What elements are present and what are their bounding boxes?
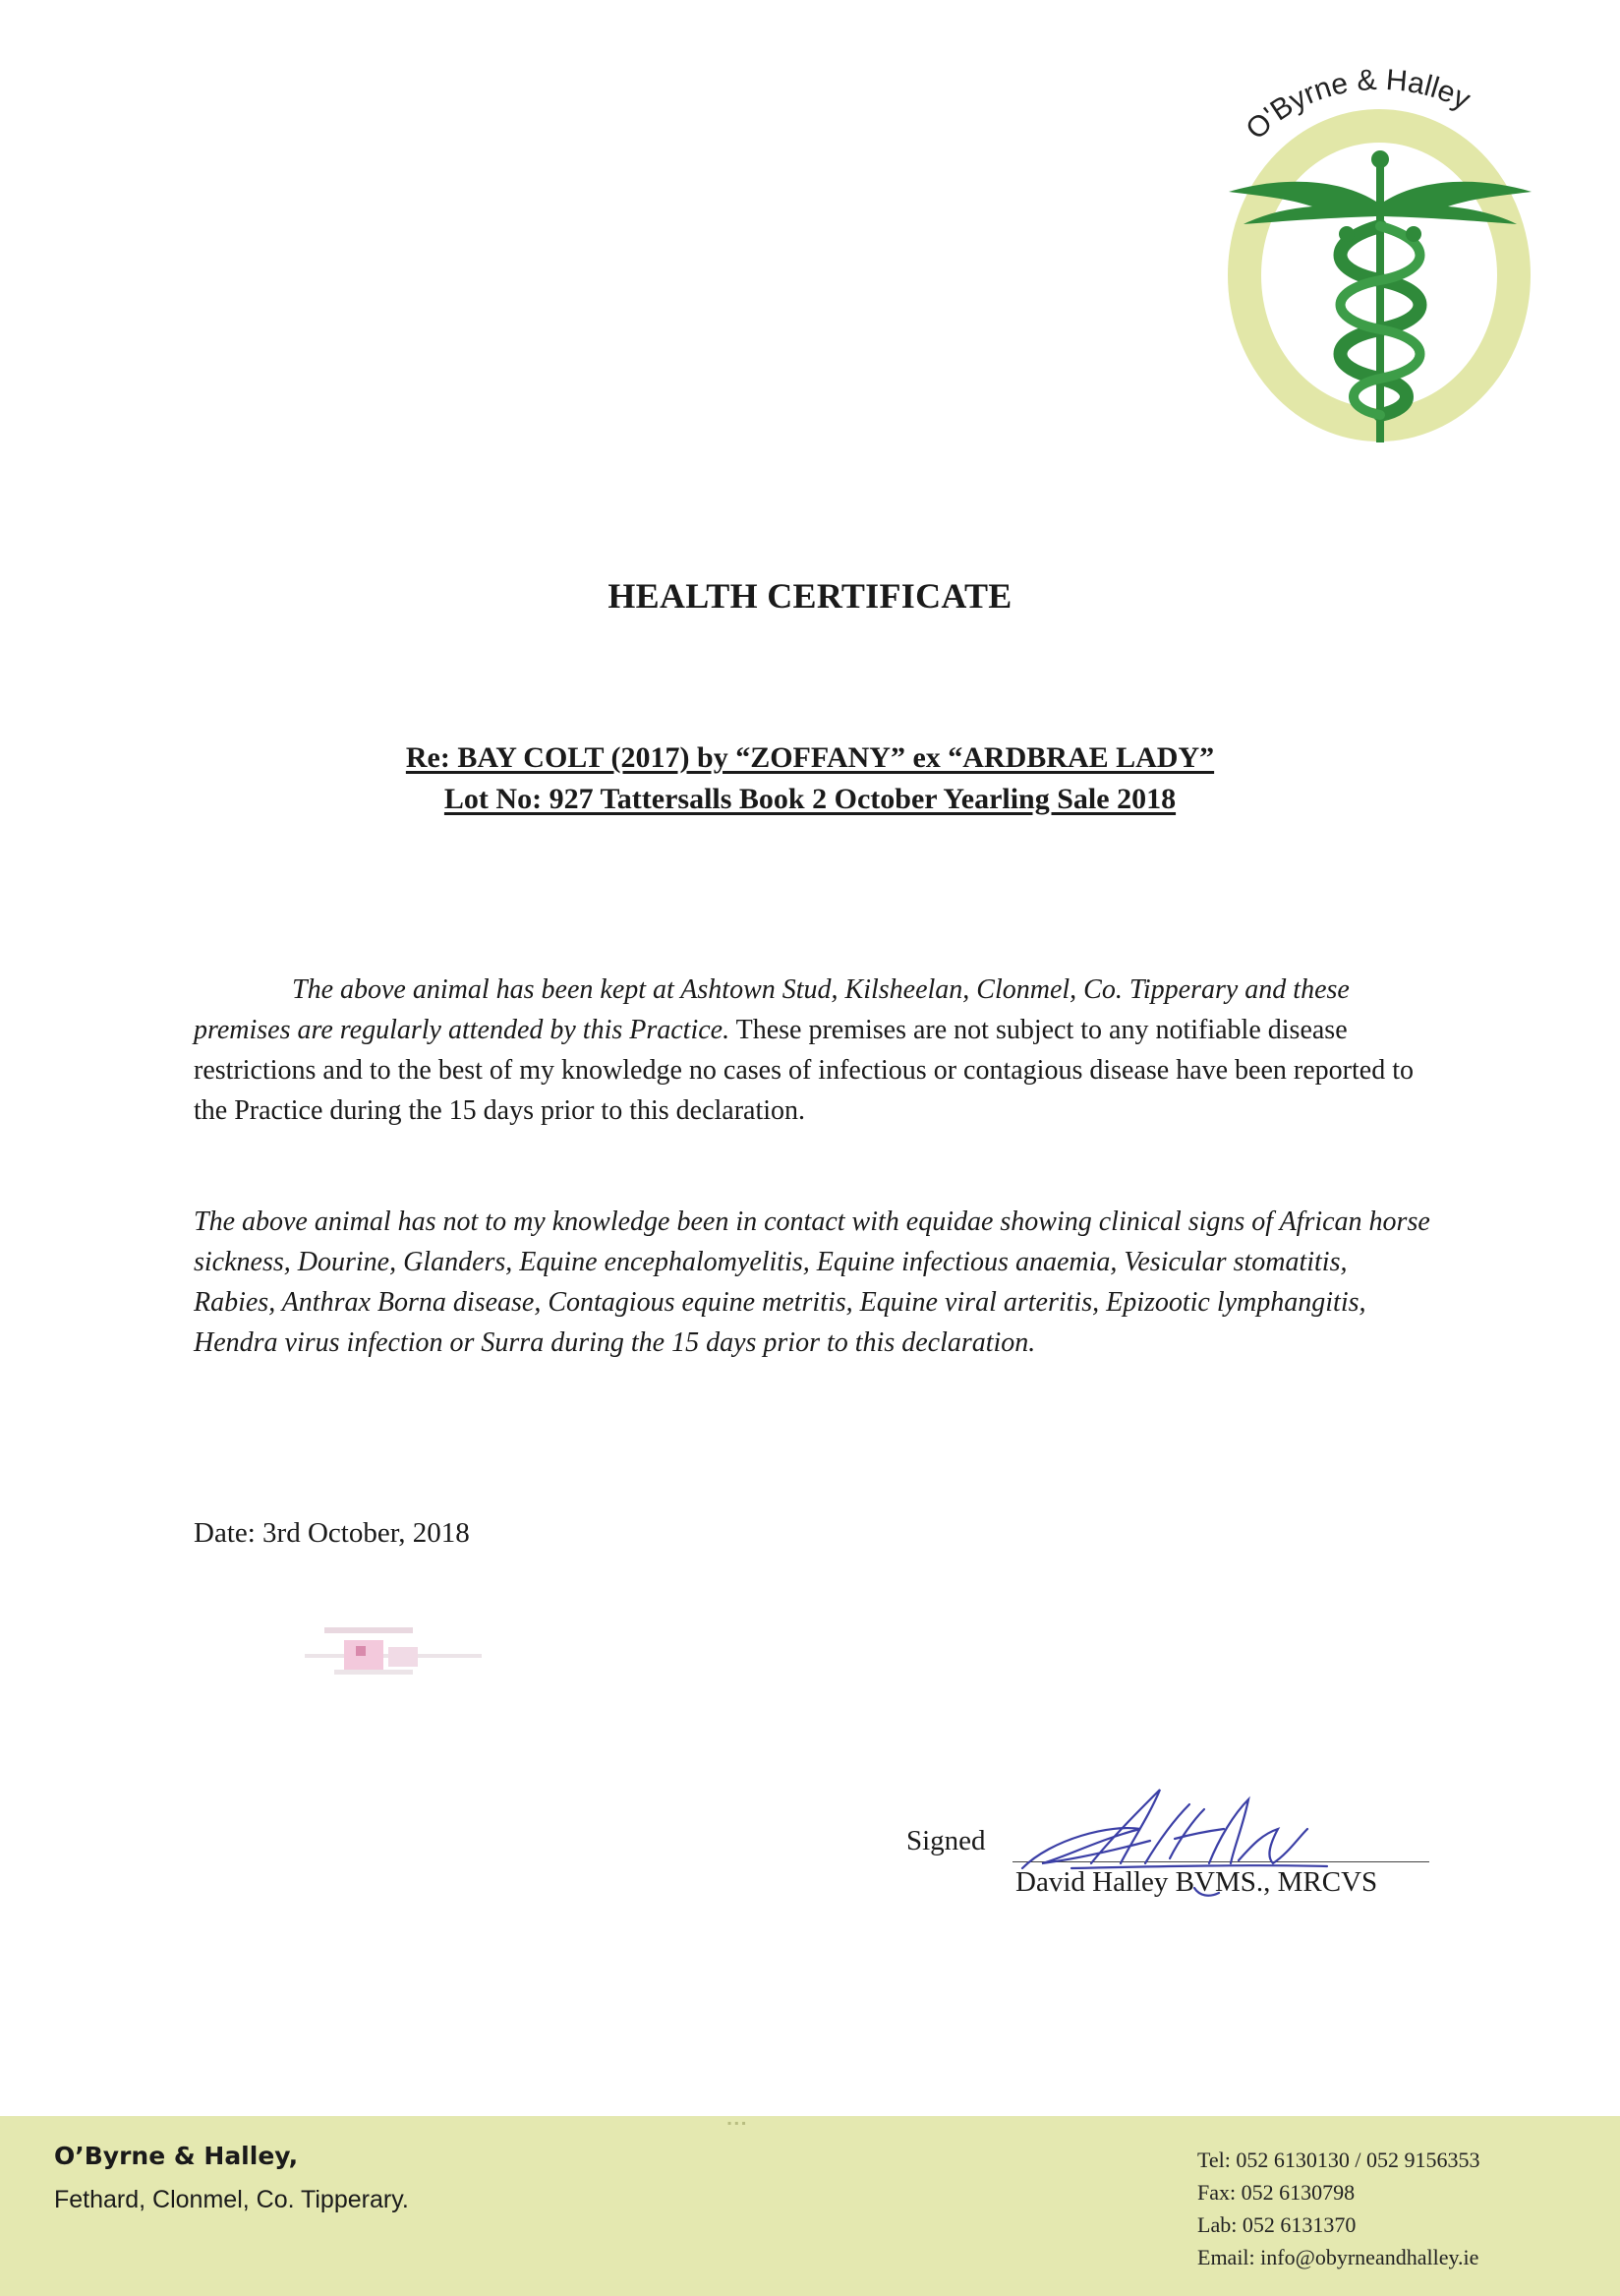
footer-address: Fethard, Clonmel, Co. Tipperary. bbox=[54, 2186, 409, 2213]
caduceus-icon bbox=[1229, 150, 1532, 442]
logo-text: O'Byrne & Halley bbox=[1240, 69, 1475, 147]
footer-email[interactable]: Email: info@obyrneandhalley.ie bbox=[1197, 2245, 1479, 2269]
practice-logo bbox=[1219, 69, 1543, 452]
lot-line: Lot No: 927 Tattersalls Book 2 October Yearling Sale 2018 bbox=[443, 783, 1177, 815]
subject-line: Re: BAY COLT (2017) by “ZOFFANY” ex “ARDBRAE LADY” bbox=[405, 741, 1215, 774]
premises-italic-text: The above animal has been kept at Ashtown Stud, Kilsheelan, Clonmel, Co. Tipperary and these premises are regularly attended by this Practice. bbox=[194, 974, 1350, 1045]
footer-tel: Tel: 052 6130130 / 052 9156353 bbox=[1197, 2148, 1480, 2172]
footer-fax: Fax: 052 6130798 bbox=[1197, 2180, 1356, 2205]
stamp-image bbox=[295, 1613, 492, 1691]
premises-paragraph bbox=[194, 970, 1432, 1131]
subject-block bbox=[0, 737, 1620, 820]
certificate-title: HEALTH CERTIFICATE bbox=[608, 576, 1012, 616]
footer-contacts bbox=[1197, 2144, 1480, 2273]
footer-divider: ▪ ▪ ▪ bbox=[727, 2116, 746, 2130]
signer-name: David Halley BVMS., MRCVS bbox=[1015, 1866, 1378, 1898]
certificate-date: Date: 3rd October, 2018 bbox=[194, 1517, 470, 1549]
footer-lab: Lab: 052 6131370 bbox=[1197, 2212, 1357, 2237]
handwritten-signature bbox=[1012, 1770, 1337, 1952]
footer-practice-name: O’Byrne & Halley, bbox=[54, 2142, 299, 2170]
disease-paragraph: The above animal has not to my knowledge been in contact with equidae showing clinical signs of African horse sickness, Dourine, Glanders, Equine encephalomyelitis, Equine infectious anaemia, Vesicular stomatitis, Rabies, Anthrax Borna disease, Contagious equine metritis, Equine viral arteritis, Epizootic lymphangitis, Hendra virus infection or Surra during the 15 days prior to this declaration. bbox=[194, 1207, 1430, 1358]
signed-label: Signed bbox=[906, 1825, 986, 1856]
premises-normal-text: These premises are not subject to any notifiable disease restrictions and to the best of my knowledge no cases of infectious or contagious disease have been reported to the Practice during the 15 days prior to this declaration. bbox=[194, 1015, 1414, 1126]
